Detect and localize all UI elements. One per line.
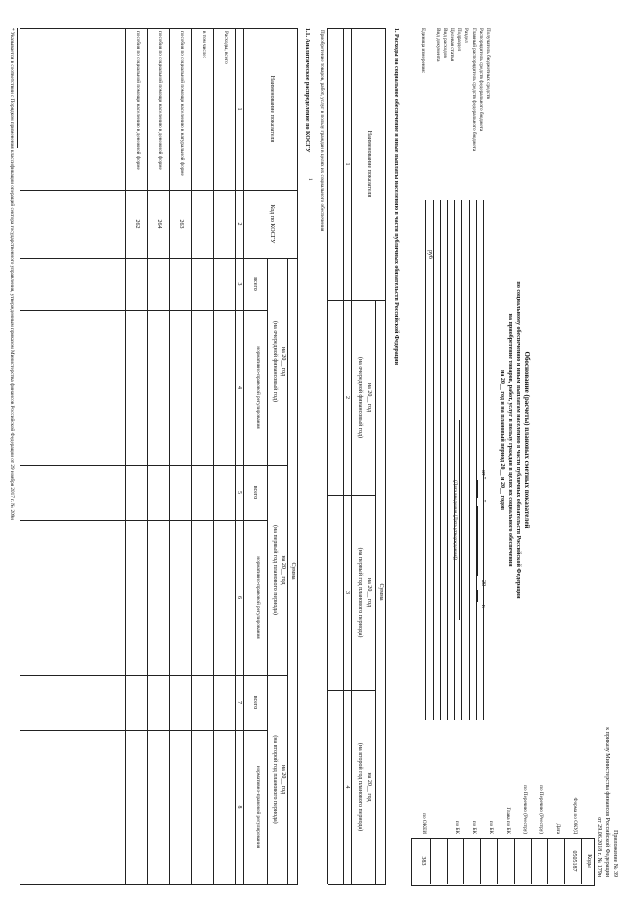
- s1-rule-head-bottom: [351, 28, 352, 884]
- s11-colnum-5: 5: [236, 491, 242, 494]
- codes-row-value: 383: [419, 856, 426, 866]
- s1-col-name: Наименование показателя: [366, 130, 372, 198]
- field-line: [476, 200, 477, 720]
- s11-period-3-note: (на второй год планового периода): [272, 735, 278, 824]
- date-year-line: [477, 590, 478, 602]
- date-suffix: г.: [480, 605, 486, 609]
- s11-sub-normative-2: нормативно-правовой регулирования: [255, 556, 261, 639]
- unit-value: руб: [427, 250, 433, 259]
- s1-period-2-year: на 20__ год: [366, 577, 372, 608]
- s11-rule-sum: [287, 258, 288, 884]
- codes-row-rule: [547, 838, 548, 884]
- s11-sub-normative-1: нормативно-правовой регулирования: [255, 346, 261, 429]
- doc-title-line-3: на приобретение товаров, работ, услуг в пользу граждан в целях их социального обеспечения: [507, 313, 513, 567]
- s11-row-rule: [169, 28, 170, 884]
- s11-rule-top: [297, 28, 298, 884]
- s11-row-name: пособия по социальной помощи населению в денежной форме: [157, 31, 163, 170]
- s11-sub-total-1: всего: [252, 277, 258, 291]
- codes-row-label: по ОКЕИ: [420, 813, 427, 834]
- s11-vrule-sub-1: [20, 310, 268, 311]
- s11-row-rule: [213, 28, 214, 884]
- codes-row-label: по БК: [454, 820, 461, 834]
- s1-rule-sum: [375, 300, 376, 884]
- s11-row-code: 264: [156, 219, 162, 229]
- field-label: Главный распорядитель средств федерального бюджета: [470, 28, 477, 152]
- s1-rule-bottom: [327, 28, 328, 884]
- codes-row-rule: [497, 838, 498, 884]
- s1-vrule-4: [328, 884, 386, 885]
- field-label: Подраздел: [456, 28, 463, 52]
- s1-period-1-year: на 20__ год: [366, 382, 372, 413]
- codes-row-label: по БК: [471, 820, 478, 834]
- codes-row-label: по Перечню (Реестру): [521, 785, 528, 834]
- doc-title-line-1: Обоснование (расчеты) плановых сметных показателей: [523, 351, 531, 529]
- section1-title: 1. Расходы на социальное обеспечение и иные выплаты населению в части публичных обязательств Российской Федерации: [393, 28, 399, 366]
- s11-colnum-4: 4: [236, 386, 242, 389]
- s11-colnum-2: 2: [236, 222, 242, 226]
- s11-vrule-5: [20, 884, 298, 885]
- field-line: [447, 200, 448, 720]
- s11-colnum-6: 6: [236, 596, 242, 599]
- s11-period-2-year: на 20__ год: [280, 555, 286, 585]
- s11-vrule-sub-3: [20, 730, 268, 731]
- s11-row-rule: [191, 28, 192, 884]
- footnote-text: * Указывается в соответствии с Порядком применения классификации операций сектора государственного управления, утвержденным приказом Министерства финансов Российской Федерации от 29 ноября 2017 г. № 209н: [9, 28, 15, 521]
- field-line: [469, 200, 470, 720]
- field-label: Раздел: [463, 28, 470, 43]
- codes-row-label: по Перечню (Реестру): [538, 785, 545, 834]
- footnote-rule: [17, 28, 18, 148]
- s11-colnum-7: 7: [236, 701, 242, 704]
- s11-sub-normative-3: нормативно-правовой регулирования: [255, 765, 261, 849]
- s11-row-name: Расходы, всего: [223, 31, 229, 64]
- field-label: Распорядитель средств федерального бюджета: [477, 28, 484, 132]
- s1-row-label: Приобретение товаров, работ, услуг в пользу граждан в целях их социального обеспечения: [319, 30, 325, 232]
- date-note-line: [459, 420, 460, 620]
- section11-footnote-mark: 1: [307, 178, 313, 181]
- codes-row-label: по БК: [488, 820, 494, 834]
- s1-period-1-note: (на очередной финансовый год): [357, 356, 363, 439]
- s11-col-code: Код по КОСГУ: [269, 204, 275, 244]
- s1-period-3-year: на 20__ год: [366, 772, 372, 802]
- s11-row-name: в том числе:: [201, 31, 207, 59]
- s11-sub-total-3: всего: [252, 695, 258, 710]
- s11-colnum-8: 8: [236, 805, 242, 809]
- codes-row-value: 0505187: [571, 850, 577, 872]
- field-label: Единица измерения:: [420, 28, 427, 74]
- field-label: Вид документа: [434, 28, 441, 62]
- codes-row-rule: [514, 838, 515, 884]
- s1-sum-header: Сумма: [378, 583, 384, 601]
- s11-period-1-note: (на очередной финансовый год): [272, 320, 278, 403]
- s11-period-1-year: на 20__ год: [280, 346, 286, 377]
- field-line: [425, 200, 426, 720]
- s1-period-2-note: (на первый год планового периода): [357, 547, 363, 638]
- codes-header-rule: [581, 838, 582, 884]
- s1-colnum-1: 1: [344, 162, 350, 166]
- doc-title-line-4: на 20__ год и на плановый период 20__ и 20__ годов: [499, 369, 505, 511]
- s11-vrule-3: [20, 465, 288, 466]
- field-line: [483, 200, 484, 720]
- codes-row-rule: [463, 838, 464, 884]
- s11-colnum-3: 3: [236, 282, 242, 286]
- s11-row-rule: [147, 28, 148, 884]
- field-line: [440, 200, 441, 720]
- s11-vrule-4: [20, 675, 288, 676]
- field-label: Целевая статья: [449, 28, 455, 62]
- s1-colnum-4: 4: [344, 785, 350, 789]
- s11-rule-head-bottom: [243, 28, 244, 884]
- date-year: 20: [480, 580, 486, 586]
- s11-sub-total-2: всего: [252, 485, 258, 500]
- codes-row-label: Глава по БК: [504, 807, 511, 834]
- date-prefix: от ": [480, 470, 486, 480]
- codes-row-rule: [480, 838, 481, 884]
- date-day-line: [477, 480, 478, 498]
- codes-row-rule: [430, 838, 431, 884]
- s11-colnum-1: 1: [236, 107, 242, 111]
- s11-sum-header: Сумма: [290, 562, 296, 580]
- s11-row-code: 263: [178, 219, 184, 229]
- codes-row-rule: [564, 838, 565, 884]
- appendix-line-1: Приложение № 39: [612, 830, 618, 877]
- appendix-line-2: к приказу Министерства финансов Российской Федерации: [604, 727, 610, 877]
- s1-period-3-note: (на второй год планового периода): [357, 742, 363, 832]
- s11-rule-periods: [267, 258, 268, 884]
- s11-period-2-note: (на первый год планового периода): [272, 525, 278, 615]
- s11-row-name: пособия по социальной помощи населению в натуральной форме: [179, 31, 185, 176]
- doc-title-line-2: по социальному обеспечению и иным выплатам населению в части публичных обязательств Российской Федерации: [515, 281, 521, 599]
- s1-colnum-3: 3: [344, 591, 350, 594]
- field-label: Получатель бюджетных средств: [485, 28, 491, 99]
- s1-vrule-0: [328, 28, 386, 29]
- s1-rule-top: [385, 28, 386, 884]
- appendix-line-3: от 29.06.2018 г. № 179н: [596, 817, 602, 877]
- date-month-line: [477, 506, 478, 576]
- section11-title: 1.1. Аналитическое распределение по КОСГУ: [304, 28, 310, 153]
- field-line: [433, 200, 434, 720]
- s11-vrule-0: [20, 28, 298, 29]
- codes-row-label: Дата: [555, 823, 562, 834]
- s11-row-code: 262: [134, 219, 140, 229]
- codes-box: [411, 838, 595, 886]
- s11-row-rule: [125, 28, 126, 884]
- field-label: Вид расходов: [441, 28, 448, 58]
- codes-row-rule: [531, 838, 532, 884]
- codes-row-label: Форма по ОКУД: [572, 797, 578, 834]
- s1-colnum-2: 2: [344, 396, 350, 399]
- field-line: [461, 200, 462, 720]
- s11-period-3-year: на 20__ год: [280, 764, 286, 795]
- s11-col-name: Наименование показателя: [269, 75, 275, 143]
- codes-row-rule: [447, 838, 448, 884]
- date-note: (Дата введения (Дата утверждения)): [452, 479, 458, 561]
- date-mid: ": [480, 500, 486, 503]
- s11-row-name: пособия по социальной помощи населению в денежной форме: [135, 31, 141, 170]
- codes-header: Коды: [586, 854, 592, 868]
- s11-vrule-sub-2: [20, 520, 268, 521]
